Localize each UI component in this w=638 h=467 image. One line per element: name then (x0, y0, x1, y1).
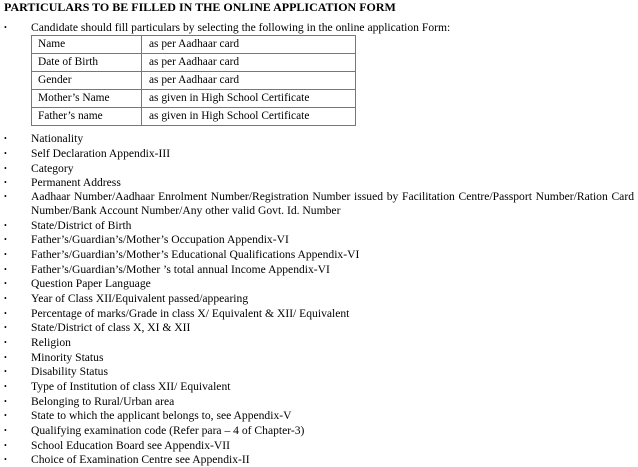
bullet-icon: • (4, 338, 7, 347)
list-item: State/District of Birth (31, 219, 132, 232)
list-item: State to which the applicant belongs to, see Appendix-V (31, 409, 292, 422)
particulars-table (31, 35, 356, 126)
table-row (32, 108, 356, 126)
bullet-icon: • (4, 134, 7, 143)
table-cell-value: as per Aadhaar card (142, 36, 356, 54)
table-cell-value: as given in High School Certificate (142, 90, 356, 108)
intro-text: Candidate should fill particulars by selecting the following in the online application Form: (31, 21, 451, 34)
table-row (32, 90, 356, 108)
bullet-icon: • (4, 279, 7, 288)
list-item: Religion (31, 336, 71, 349)
table-row (32, 36, 356, 54)
bullet-icon: • (4, 164, 7, 173)
table-cell-label: Name (32, 36, 142, 54)
table-cell-value: as per Aadhaar card (142, 72, 356, 90)
bullet-icon: • (4, 426, 7, 435)
list-item: Qualifying examination code (Refer para – 4 of Chapter-3) (31, 424, 305, 437)
bullet-icon: • (4, 221, 7, 230)
list-item: School Education Board see Appendix-VII (31, 439, 230, 452)
section-heading: PARTICULARS TO BE FILLED IN THE ONLINE APPLICATION FORM (4, 0, 396, 14)
bullet-icon: • (4, 323, 7, 332)
bullet-icon: • (4, 353, 7, 362)
list-item: Disability Status (31, 365, 108, 378)
table-cell-value: as per Aadhaar card (142, 54, 356, 72)
bullet-icon: • (4, 455, 7, 464)
table-row (32, 72, 356, 90)
list-item: Permanent Address (31, 176, 121, 189)
bullet-icon: • (4, 178, 7, 187)
table-cell-label: Father’s name (32, 108, 142, 126)
list-item: Year of Class XII/Equivalent passed/appearing (31, 292, 249, 305)
list-item: Type of Institution of class XII/ Equivalent (31, 380, 231, 393)
list-item: Aadhaar Number/Aadhaar Enrolment Number/Registration Number issued by Facilitation Centre/Passport Number/Ration Card Number/Bank Account Number/Any other valid Govt. Id. Number (31, 190, 634, 217)
bullet-icon: • (4, 294, 7, 303)
bullet-icon: • (4, 411, 7, 420)
bullet-icon: • (4, 192, 7, 201)
bullet-icon: • (4, 235, 7, 244)
table-cell-value: as given in High School Certificate (142, 108, 356, 126)
bullet-icon: • (4, 149, 7, 158)
table-row (32, 54, 356, 72)
bullet-icon: • (4, 441, 7, 450)
table-cell-label: Gender (32, 72, 142, 90)
bullet-icon: • (4, 382, 7, 391)
list-item: Choice of Examination Centre see Appendix-II (31, 453, 250, 466)
bullet-icon: • (4, 265, 7, 274)
bullet-icon: • (4, 309, 7, 318)
list-item: Question Paper Language (31, 277, 151, 290)
list-item: Self Declaration Appendix-III (31, 147, 171, 160)
list-item: Category (31, 162, 74, 175)
bullet-icon: • (4, 23, 7, 32)
bullet-icon: • (4, 397, 7, 406)
list-item: State/District of class X, XI & XII (31, 321, 191, 334)
list-item: Father’s/Guardian’s/Mother’s Educational Qualifications Appendix-VI (31, 248, 360, 261)
list-item: Father’s/Guardian’s/Mother’s Occupation Appendix-VI (31, 233, 289, 246)
list-item: Minority Status (31, 351, 104, 364)
list-item: Father’s/Guardian’s/Mother ’s total annual Income Appendix-VI (31, 263, 330, 276)
list-item: Nationality (31, 132, 84, 145)
table-cell-label: Mother’s Name (32, 90, 142, 108)
list-item: Belonging to Rural/Urban area (31, 395, 175, 408)
list-item: Percentage of marks/Grade in class X/ Equivalent & XII/ Equivalent (31, 307, 350, 320)
table-cell-label: Date of Birth (32, 54, 142, 72)
bullet-icon: • (4, 250, 7, 259)
bullet-icon: • (4, 367, 7, 376)
